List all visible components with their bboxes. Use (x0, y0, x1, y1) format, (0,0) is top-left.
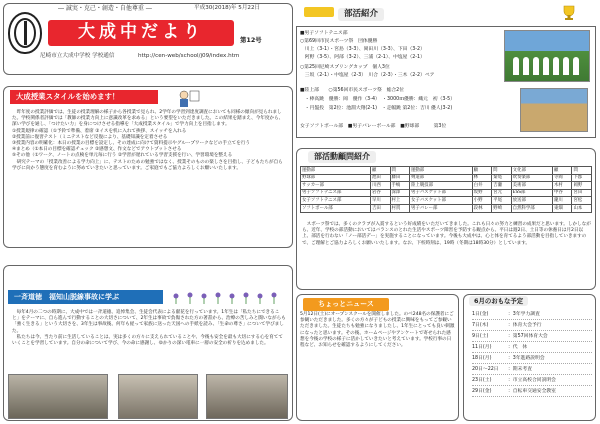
table-cell: 小野 (472, 197, 492, 205)
list-item (472, 354, 592, 364)
trumpet-icon (304, 7, 334, 17)
table-cell: ESS部 (511, 189, 552, 197)
table-cell: 岡野 (572, 182, 592, 190)
club-line: ○第25回尼崎スプリングカップ 個人3位 (300, 65, 390, 70)
list-item (472, 365, 592, 375)
table-cell: 運動部 (301, 167, 371, 175)
table-cell: 吹奏楽部 (511, 174, 552, 182)
table-row (301, 197, 592, 205)
table-cell: 深澤 (390, 189, 410, 197)
table-cell: 女子バスケット部 (410, 197, 473, 205)
club-line: 三坂（2-1）・中塩屋（2-3） 川合（2-3）・三木（2-2）ペア (300, 73, 435, 78)
list-item (472, 321, 592, 331)
table-cell: ソフトボール部 (301, 204, 371, 212)
team-photo (504, 30, 590, 82)
table-cell: 運動部 (410, 167, 473, 175)
table-row (301, 182, 592, 190)
table-cell: 顧 (552, 167, 572, 175)
table-cell: 問 (390, 167, 410, 175)
schedule-event: ：3年学力調査 (508, 312, 540, 317)
short-news-title: ちょっとニュース (303, 298, 389, 311)
club-line: ・棒高跳 優勝：岡 優作（3-4） ・3000ｍ優勝：織元 初（3-5） (300, 97, 455, 102)
schedule-event: ：自転車交通安全教室 (508, 389, 556, 394)
table-cell: 放送部 (511, 197, 552, 205)
moral-education-heading: 一斉道徳 福知山脱線事故に学ぶ (8, 290, 163, 304)
schedule-date: 11日(月) (472, 345, 492, 350)
schedule-date: 1日(金) (472, 312, 489, 317)
assembly-photo (8, 374, 108, 419)
table-cell: 下郡 (572, 174, 592, 182)
track-team-photo (520, 88, 588, 132)
flower-decoration-icon (170, 290, 290, 304)
table-cell: 坂野 (472, 189, 492, 197)
table-cell: 手嶋 (390, 182, 410, 190)
short-news-body: 5月12日(土)にオープンスクールを開催しました。のべ248名の保護者にご参観いただきました。多くの方々が子どもの授業に興味をもってご参観いただきました。生徒たちも勉強になりましたし、1年生にとっても良い刺激になったと思います。その後、ホームページやアンケートで寄せられた感想を今後の学校の様子に活かしていきたいと考えています。学校行事の日程など、お知らせを確認するようにしてください。 (300, 312, 455, 349)
schedule-date: 29日(金) (472, 389, 492, 394)
list-item (472, 387, 592, 397)
lesson-style-heading: 大成授業スタイルを始めます！ (10, 90, 158, 104)
table-cell: 瀧川 (552, 197, 572, 205)
schedule-date: 7日(木) (472, 323, 489, 328)
club-line: 女子ソフトボール部 ■男子バレーボール部 ■野球部 第3位 (300, 124, 447, 129)
table-cell: 宮松 (572, 197, 592, 205)
table-cell: 野崎 (492, 204, 512, 212)
table-cell: 宮田 (572, 189, 592, 197)
table-row (301, 167, 592, 175)
schedule-event: ：市立高校合同説明会 (508, 378, 556, 383)
table-cell: 陸上競技部 (410, 182, 473, 190)
schedule-event: ：3年進路説明会 (508, 356, 545, 361)
table-cell: 顧 (472, 167, 492, 175)
schedule-date: 20日〜22日 (472, 367, 499, 372)
table-cell: 文化部 (511, 167, 552, 175)
table-cell: 寺岡 (552, 174, 572, 182)
list-item (472, 310, 592, 320)
table-cell: 問 (492, 167, 512, 175)
club-intro-title: 部活紹介 (338, 8, 384, 21)
club-advisors-body: スポーツ祭では、多くのクラブが入賞するという好成績をいただいてきました。これも日々の努力と練習の成果だと思います。しかしながら、近年、学校の部活動においてはバランスのとれた生活やスポーツ障害を予防する観点から、平日は週2日、土日等の休養日は月2日以上、部活を行わない「ノー部活デー」を実施することになっています。今後も大成中は、心と体を育てるよう部活動を目指していきますので、ご理解とご協力よろしくお願いいたします。なお、下校時刻は、19時（冬期は18時30分）としています。 (302, 222, 591, 246)
schedule-date: 23日(土) (472, 378, 492, 383)
table-cell: 女子ソフトテニス部 (301, 197, 371, 205)
school-name: 尼崎市立大成中学校 学校通信 (40, 53, 115, 59)
table-cell: 東畑 (552, 204, 572, 212)
table-row (301, 204, 592, 212)
table-cell: 野球部 (301, 174, 371, 182)
table-cell: 剣道部 (410, 174, 473, 182)
newsletter-title-banner (48, 20, 234, 46)
list-item (472, 332, 592, 342)
memorial-photo (118, 374, 198, 419)
table-row (301, 189, 592, 197)
table-cell: 山本 (572, 204, 592, 212)
list-item (472, 376, 592, 386)
moral-education-body: 毎年4月の二つの時期に、大成中では一斉道徳、追悼集会、生徒会代表による献花を行っています。1年生は「私たちにできること」をテーマに、自ら進んで行動することの大切さについて、2年生は事故で負傷された方の著書から、治療の苦しみと闘いながらも「強く生きる」という大切さを、3年生は事故後、何年も経って家族に送った天国への手紙を読み、「生命の尊さ」について学びました。 私たちは今、当たり前に生活していることは、実は多くの方々に支えられていることや、今後も安全を最も大切にする心を育てていくことを学習しています。自分の命について学び、今の命に感謝し、ゆかりの深い電車に一層の安全の祈りを込めました。 (12, 310, 286, 347)
club-line: ・円盤投 第2位：池淵大翔(2-1) ・走幅跳 第2位：吉川 優人(3-2) (300, 106, 453, 111)
schedule-event: ：体育大会予行 (508, 323, 542, 328)
school-url-link[interactable]: http://cen-web/school/j09/index.htm (138, 53, 240, 59)
table-cell: 男子バスケット部 (410, 189, 473, 197)
schedule-event: ：代 休 (508, 345, 528, 350)
table-cell: 岩谷 (371, 189, 391, 197)
table-cell: 美術部 (511, 182, 552, 190)
club-line: ■男子ソフトテニス部 (300, 31, 348, 36)
club-line: 川上（3-1）・宮島（3-3）、岡田川（3-3）、下田（3-2） (300, 47, 425, 52)
june-schedule-title: 6月のおもな予定 (469, 296, 528, 306)
club-line: ■陸上部 ○第56回市民スポーツ祭 総合2位 (300, 88, 405, 93)
club-advisors-title: 部活動顧問紹介 (308, 151, 376, 163)
table-cell: 吉瀬 (492, 182, 512, 190)
table-cell: 池田 (371, 174, 391, 182)
club-line: 阿野（3-5）、阿部（3-2）、三浦（2-1）、中塩屋（2-1） (300, 55, 425, 60)
table-cell: 中谷 (552, 189, 572, 197)
table-cell: 村上 (390, 197, 410, 205)
table-cell: 白井 (472, 182, 492, 190)
table-cell: 川西 (371, 182, 391, 190)
school-slogan: ― 誠実・克己・創造・自他尊重 ― (58, 5, 152, 12)
schedule-event: ：第57回体育大会 (508, 334, 548, 339)
school-emblem-icon (8, 12, 42, 54)
table-cell: 顧 (371, 167, 391, 175)
table-cell: 男子ソフトテニス部 (301, 189, 371, 197)
gym-assembly-photo (206, 374, 288, 419)
teacher-illustration-icon (176, 89, 200, 107)
issue-number: 第12号 (240, 36, 262, 44)
table-cell: 男子バレー部 (410, 204, 473, 212)
table-cell: 木村 (552, 182, 572, 190)
lesson-style-body: 昨年度の授業評価では、生徒の授業理解の様子から各授業で見られ、2学年の学習到達度調査においても同様の傾向が見られました。学校関係者評価では「教師の授業力向上に意識改革を求める」という要望をいただきました。この結果を踏まえ、今年度から、深い学びを通し、「つけたい力」を身につけさせる指導を「大成授業スタイル」で学力向上を目指します。 ①授業規律の確認（①予鈴で準備、着席 ②イスを机に入れて挨拶、スイッチを入れる ②授業前に復習テスト（ミニテストなど反復により、基礎知識を定着させる ③授業内容の明確化：本日の授業の目標を設定し、その達成に向けて資料提示やグループワークなどの手立てを行う ④まとめ（①本日の目標を確認チェック ②感想文、作文などでアウトプットさせる ⑤その他（①ワーク、ノートの点検を単元毎に行う ②学習が遅れている学習支援を行い、学習環境を整える 研究テーマの「授業改善による学力向上」に、テストのための勉強ではなく、授業そのものの楽しさを目指し、子どもたちが自ら学びに向かう態度を育むように努めていきたいと思っています。ご家庭でもご協力よろしくお願いいたします。 (12, 110, 284, 171)
issue-date: 平成30(2018)年 5月22日 (194, 5, 261, 11)
table-cell: 宮元 (492, 189, 512, 197)
table-cell: 村貫 (390, 204, 410, 212)
table-cell: 藤田 (390, 174, 410, 182)
table-cell: 早川 (371, 197, 391, 205)
table-row (301, 174, 592, 182)
table-cell: 自然科学部 (511, 204, 552, 212)
table-cell: 林 (472, 174, 492, 182)
schedule-date: 9日(土) (472, 334, 489, 339)
table-cell: 秦尾 (492, 174, 512, 182)
club-advisors-table (300, 166, 592, 213)
newsletter-title: 大成中だより (78, 22, 204, 43)
club-line: ○第69回市民スポーツ祭 団体優勝 (300, 39, 378, 44)
table-cell: 平尾 (492, 197, 512, 205)
table-cell: 段林 (472, 204, 492, 212)
trophy-icon (560, 5, 578, 21)
table-cell: 問 (572, 167, 592, 175)
table-cell: 吉田 (371, 204, 391, 212)
table-cell: サッカー部 (301, 182, 371, 190)
schedule-event: ：期末考査 (508, 367, 532, 372)
schedule-date: 18日(月) (472, 356, 492, 361)
list-item (472, 343, 592, 353)
